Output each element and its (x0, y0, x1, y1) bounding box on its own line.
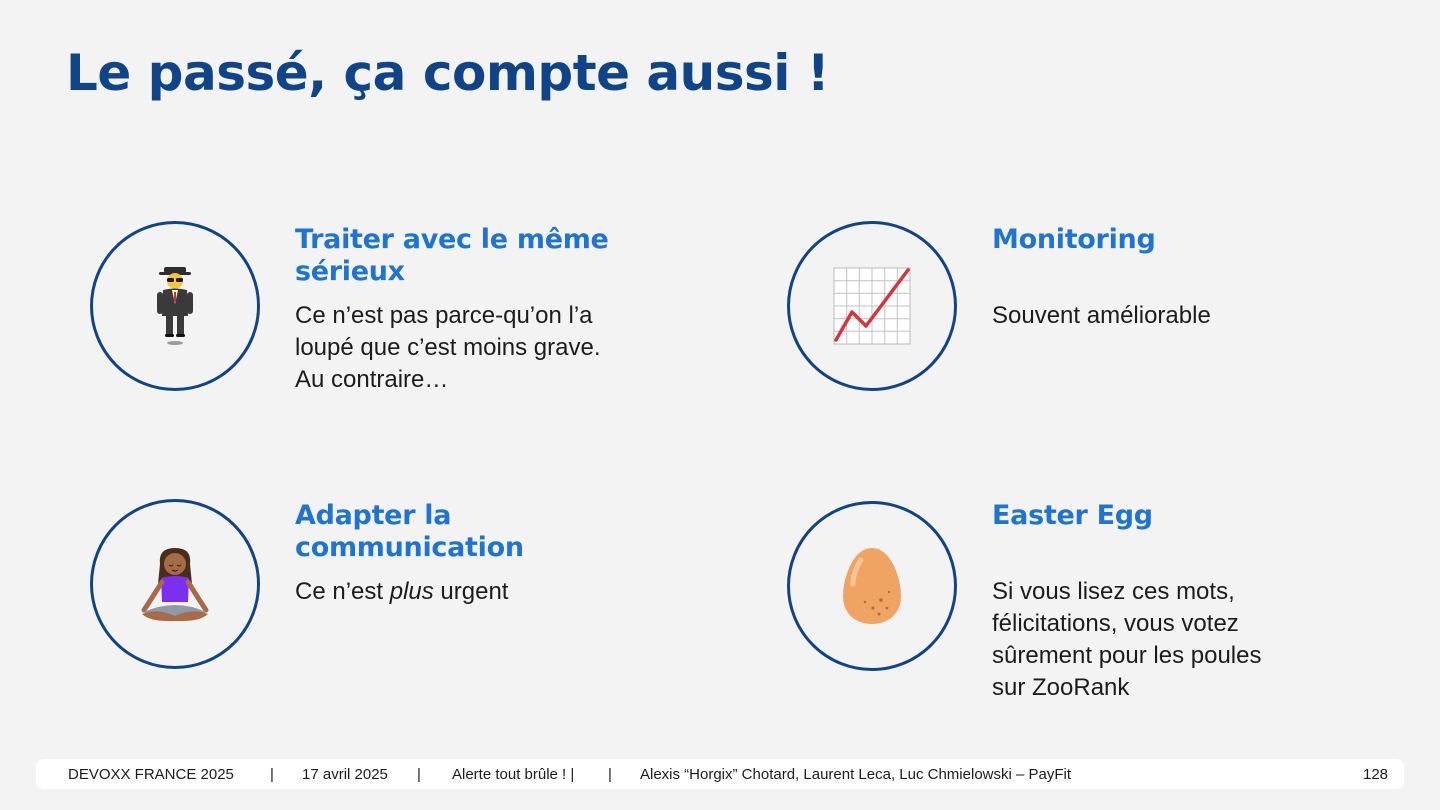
icon-circle (787, 221, 957, 391)
person-levitating-icon (145, 264, 205, 348)
chart-increasing-icon (832, 266, 912, 346)
icon-circle (90, 221, 260, 391)
card-heading: Monitoring (992, 224, 1156, 255)
footer-bar (36, 759, 1404, 789)
card-description: Si vous lisez ces mots, félicitations, vous votez sûrement pour les poules sur ZooRank (992, 578, 1262, 701)
footer-page-number: 128 (1363, 766, 1389, 783)
icon-circle (90, 499, 260, 669)
footer-date: 17 avril 2025 (302, 766, 388, 783)
egg-icon (841, 546, 903, 626)
footer-separator: | (608, 766, 612, 783)
desc-text: Ce n’est (295, 578, 390, 605)
desc-text: urgent (433, 578, 509, 605)
card-heading: Easter Egg (992, 500, 1153, 531)
card-heading: Adapter la communication (295, 500, 524, 563)
person-meditating-icon (138, 544, 212, 624)
slide-title: Le passé, ça compte aussi ! (66, 44, 830, 102)
card-description: Ce n’est pas parce-qu’on l’a loupé que c’est moins grave. Au contraire… (295, 302, 601, 393)
footer-event: DEVOXX FRANCE 2025 (68, 766, 234, 783)
footer-talk-title: Alerte tout brûle ! | (452, 766, 575, 783)
desc-emphasis: plus (389, 578, 434, 605)
icon-circle (787, 501, 957, 671)
footer-authors: Alexis “Horgix” Chotard, Laurent Leca, Luc Chmielowski – PayFit (640, 766, 1072, 783)
footer-separator: | (417, 766, 421, 783)
footer-separator: | (270, 766, 274, 783)
card-description: Souvent améliorable (992, 302, 1211, 329)
card-heading: Traiter avec le même sérieux (295, 224, 609, 287)
card-description (295, 576, 605, 608)
